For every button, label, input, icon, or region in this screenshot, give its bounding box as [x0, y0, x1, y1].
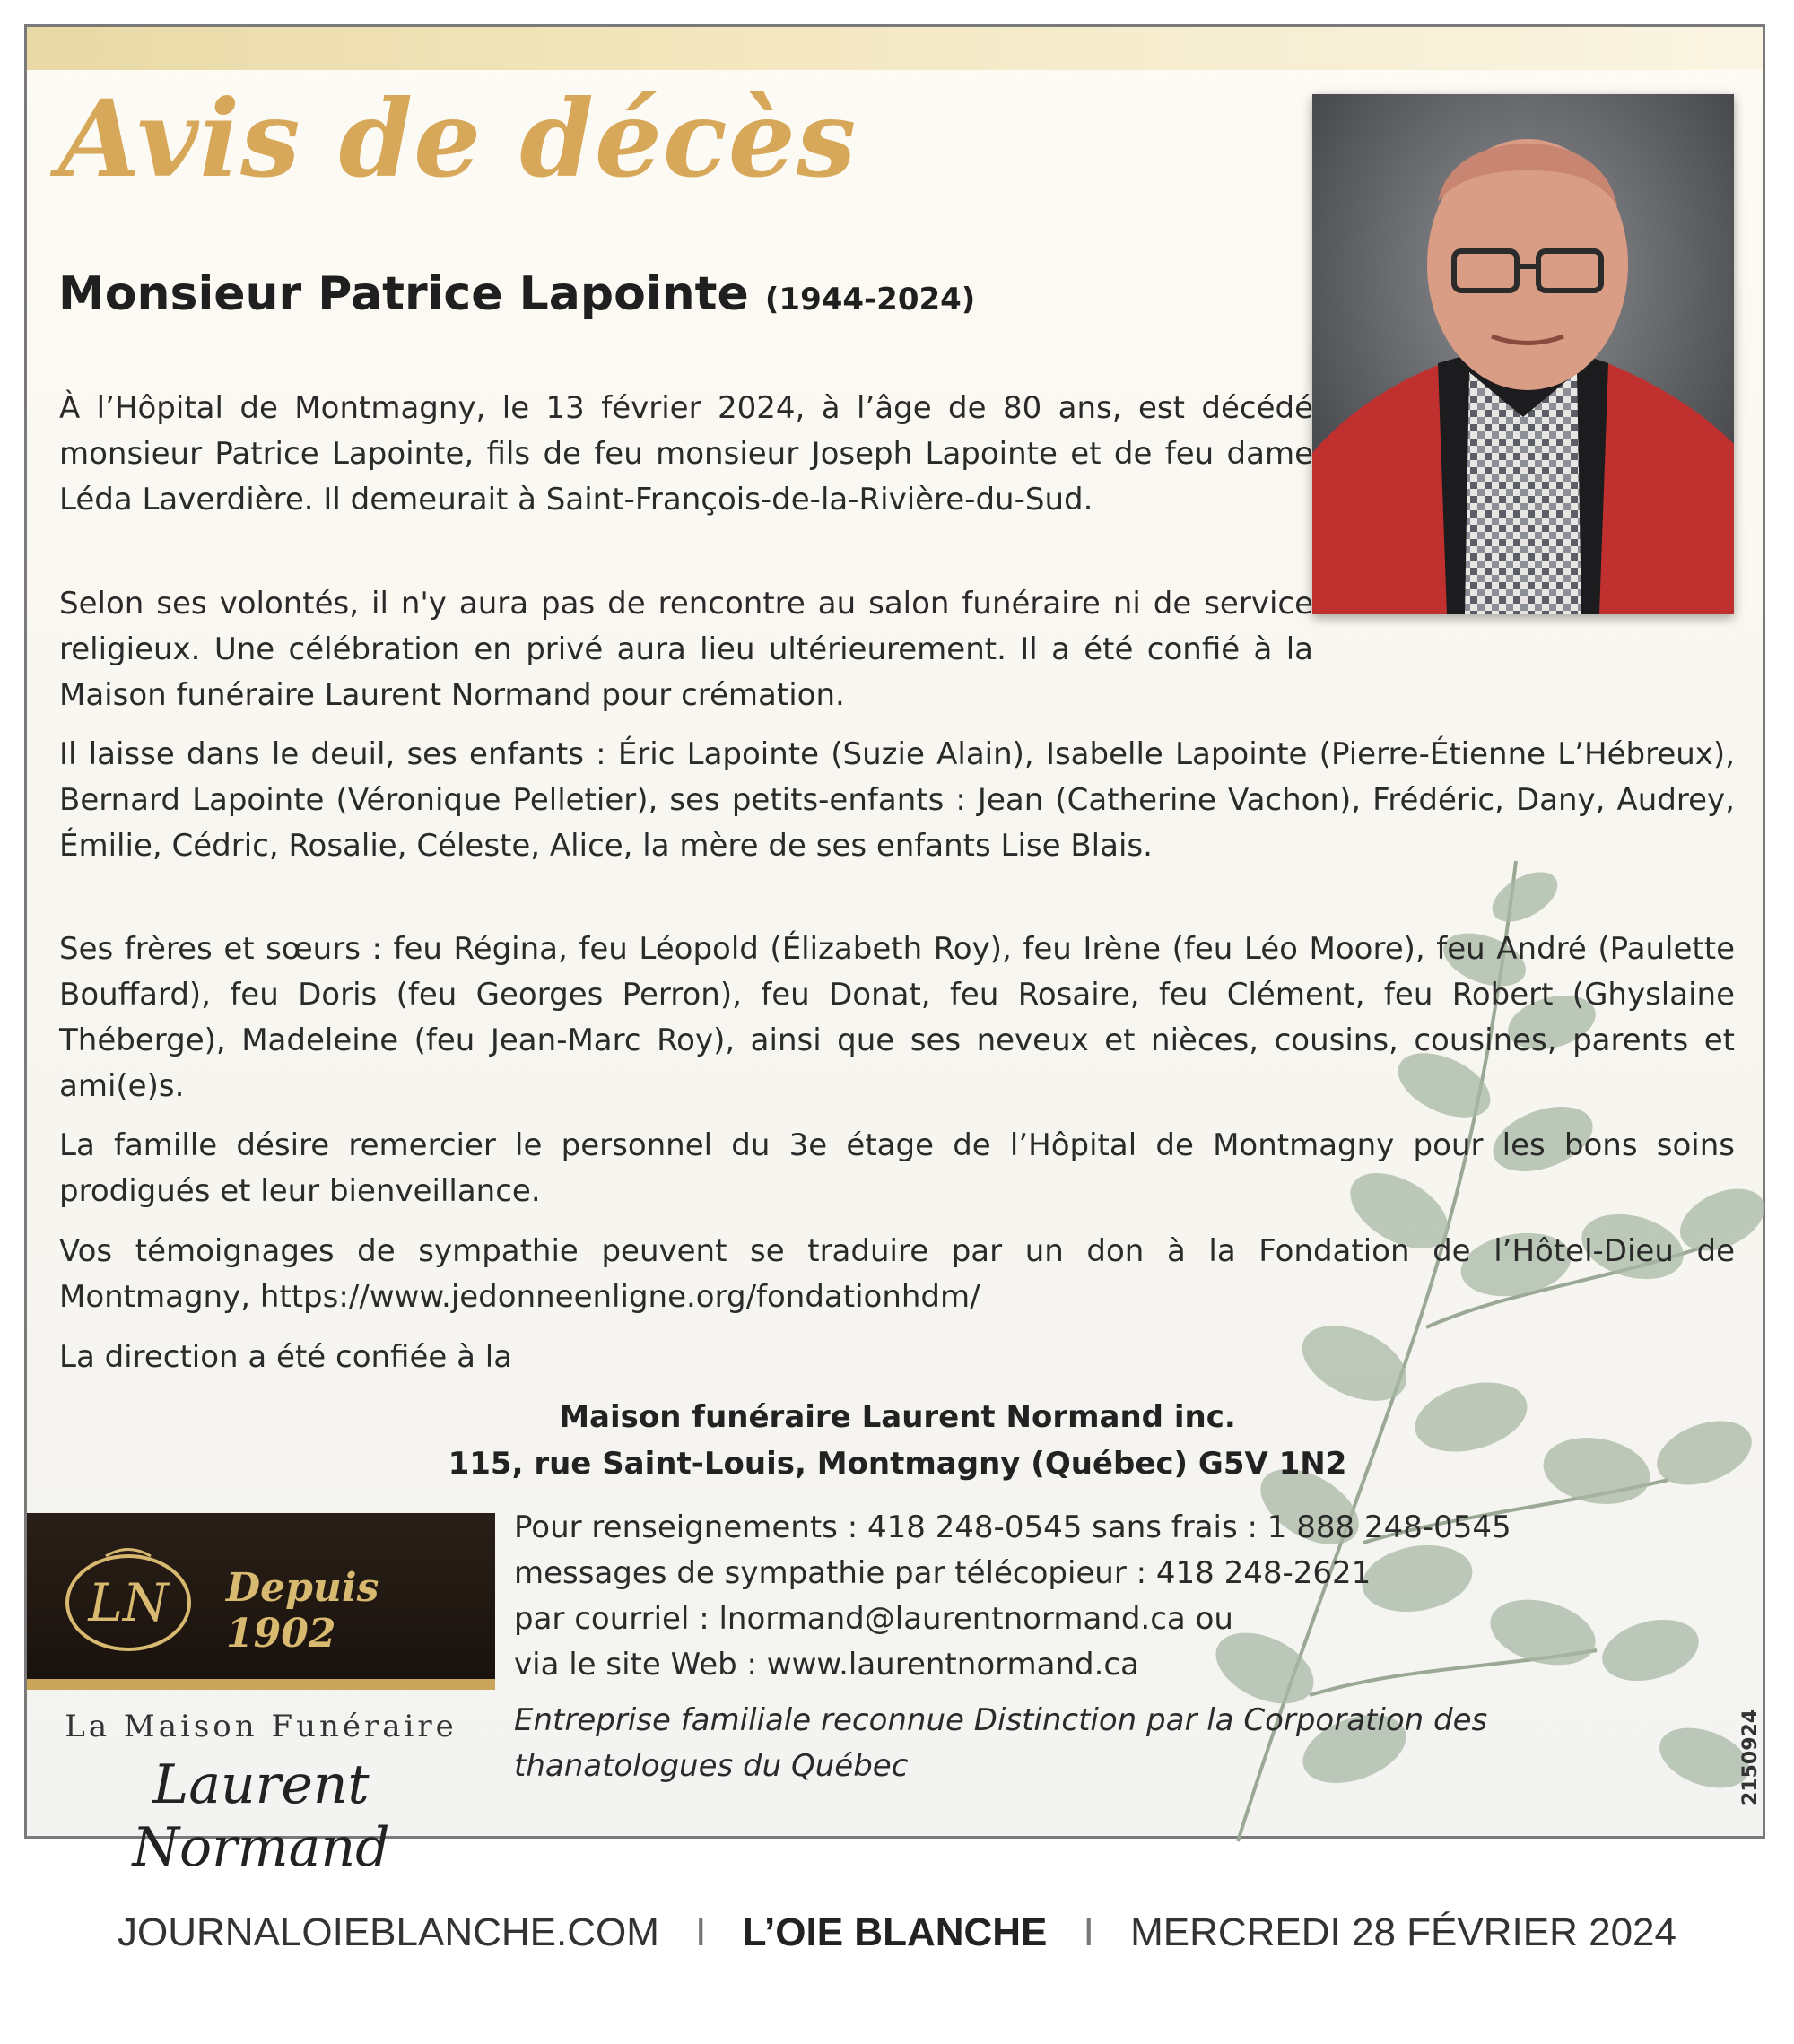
logo-line-2: Laurent Normand	[132, 1753, 390, 1879]
footer-separator: I	[695, 1910, 707, 1954]
paragraph-survivors: Il laisse dans le deuil, ses enfants : Éric Lapointe (Suzie Alain), Isabelle Lapointe (Pierre-Étienne L’Hébreux), Bernard Lapointe (Véronique Pelletier), ses petits-enfants : Jean (Catherine Vachon), Frédéric, Dany, Audrey, Émilie, Cédric, Rosalie, Céleste, Alice, la mère de ses enfants Lise Blais.	[59, 736, 1735, 864]
funeral-home-address: 115, rue Saint-Louis, Montmagny (Québec) G5V 1N2	[448, 1446, 1347, 1482]
contact-website: via le site Web : www.laurentnormand.ca	[514, 1647, 1139, 1683]
funeral-home-name: Maison funéraire Laurent Normand inc.	[559, 1399, 1236, 1435]
ad-code: 2150924	[1739, 1709, 1762, 1805]
footer-paper-name: L’OIE BLANCHE	[742, 1910, 1048, 1954]
paragraph-death: À l’Hôpital de Montmagny, le 13 février 2024, à l’âge de 80 ans, est décédé monsieur Patrice Lapointe, fils de feu monsieur Joseph Lapointe et de feu dame Léda Laverdière. Il demeurait à Saint-François-de-la-Rivière-du-Sud.	[59, 390, 1313, 518]
paragraph-direction: La direction a été confiée à la	[59, 1339, 513, 1375]
notice-title: Avis de décès	[58, 76, 858, 201]
funeral-home-logo	[27, 1513, 495, 1879]
contact-email: par courriel : lnormand@laurentnormand.ca ou	[514, 1601, 1233, 1637]
life-years: (1944-2024)	[764, 282, 976, 317]
footer-site: JOURNALOIEBLANCHE.COM	[118, 1910, 659, 1954]
death-notice	[24, 24, 1765, 1879]
contact-info	[514, 1505, 1511, 1688]
deceased-name: Monsieur Patrice Lapointe	[58, 267, 749, 321]
contact-fax: messages de sympathie par télécopieur : 418 248-2621	[514, 1555, 1372, 1591]
paragraph-donation: Vos témoignages de sympathie peuvent se traduire par un don à la Fondation de l’Hôtel-Dieu de Montmagny, https://www.jedonneenligne.org/fondationhdm/	[59, 1233, 1735, 1315]
ln-monogram-icon	[61, 1538, 196, 1655]
portrait-photo	[1312, 94, 1734, 614]
logo-dark-panel	[27, 1513, 495, 1690]
paragraph-thanks: La famille désire remercier le personnel du 3e étage de l’Hôpital de Montmagny pour les bons soins prodigués et leur bienveillance.	[59, 1127, 1735, 1209]
monogram-text: LN	[88, 1572, 169, 1633]
deceased-name-line	[58, 267, 975, 321]
page-footer	[0, 1910, 1794, 1955]
paragraph-siblings: Ses frères et sœurs : feu Régina, feu Léopold (Élizabeth Roy), feu Irène (feu Léo Moore), feu André (Paulette Bouffard), feu Doris (feu Georges Perron), feu Donat, feu Rosaire, feu Clément, feu Robert (Ghyslaine Théberge), Madeleine (feu Jean-Marc Roy), ainsi que ses neveux et nièces, cousins, cousines, parents et ami(e)s.	[59, 931, 1735, 1104]
logo-line-1: La Maison Funéraire	[65, 1709, 457, 1744]
footer-date: MERCREDI 28 FÉVRIER 2024	[1130, 1910, 1676, 1954]
paragraph-wishes: Selon ses volontés, il n'y aura pas de rencontre au salon funéraire ni de service religieux. Une célébration en privé aura lieu ultérieurement. Il a été confié à la Maison funéraire Laurent Normand pour crémation.	[59, 586, 1313, 713]
gold-top-band	[27, 27, 1763, 70]
logo-since: Depuis 1902	[226, 1565, 379, 1657]
footer-separator: I	[1083, 1910, 1094, 1954]
company-tagline: Entreprise familiale reconnue Distinction par la Corporation des thanatologues du Québec	[514, 1702, 1488, 1784]
contact-phone: Pour renseignements : 418 248-0545 sans frais : 1 888 248-0545	[514, 1509, 1511, 1545]
